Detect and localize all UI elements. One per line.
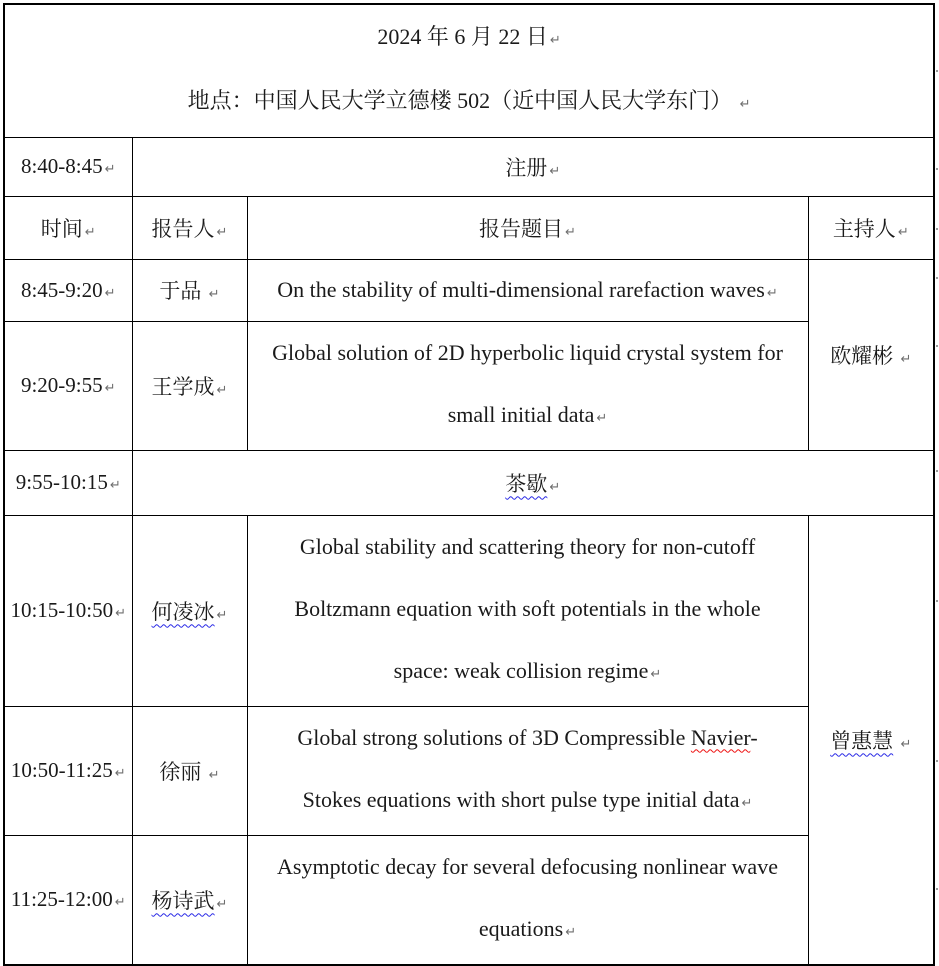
paragraph-mark-icon: ↵ bbox=[650, 666, 662, 682]
paragraph-mark-icon: ↵ bbox=[104, 285, 116, 301]
paragraph-mark-icon: ↵ bbox=[114, 766, 126, 781]
row-end-mark bbox=[936, 70, 938, 72]
paragraph-mark-icon: ↵ bbox=[565, 224, 576, 240]
event-location: 地点：中国人民大学立德楼 502（近中国人民大学东门） bbox=[187, 87, 733, 113]
title-cell bbox=[247, 835, 808, 965]
time-cell bbox=[4, 321, 132, 450]
row-end-mark bbox=[936, 228, 938, 230]
paragraph-mark-icon: ↵ bbox=[549, 479, 561, 495]
time-cell bbox=[4, 706, 132, 835]
speaker-name: 杨诗武 bbox=[151, 888, 215, 913]
talk-title: equations bbox=[478, 915, 564, 941]
talk-title: Stokes equations with short pulse type initial data bbox=[302, 786, 740, 812]
talk-title: Global strong solutions of 3D Compressible bbox=[297, 724, 691, 750]
paragraph-mark-icon: ↵ bbox=[739, 96, 751, 112]
speaker-cell bbox=[132, 835, 247, 965]
host-cell bbox=[808, 515, 934, 965]
talk-title: Asymptotic decay for several defocusing nonlinear wave bbox=[277, 853, 778, 879]
paragraph-mark-icon: ↵ bbox=[216, 224, 228, 240]
talk-title-line bbox=[248, 578, 808, 640]
speaker-name: 于品 bbox=[159, 279, 202, 303]
tea-break-time: 9:55-10:15 bbox=[15, 470, 108, 494]
paragraph-mark-icon: ↵ bbox=[104, 381, 116, 396]
column-header-title-label: 报告题目 bbox=[479, 216, 564, 241]
talk-title: Boltzmann equation with soft potentials in the whole bbox=[294, 595, 761, 621]
talk-title: Global solution of 2D hyperbolic liquid crystal system for bbox=[272, 339, 783, 365]
row-end-mark bbox=[936, 888, 938, 890]
column-header-time-label: 时间 bbox=[40, 216, 83, 241]
talk-title: small initial data bbox=[447, 401, 595, 427]
talk-title: space: weak collision regime bbox=[393, 657, 649, 683]
talk-title-line bbox=[248, 836, 808, 898]
host-cell bbox=[808, 259, 934, 450]
paragraph-mark-icon: ↵ bbox=[216, 607, 228, 623]
column-header-host bbox=[808, 196, 934, 259]
registration-time: 8:40-8:45 bbox=[20, 154, 103, 178]
title-cell bbox=[247, 321, 808, 450]
row-end-mark bbox=[936, 760, 938, 762]
session-time: 10:50-11:25 bbox=[10, 758, 113, 782]
row-end-mark bbox=[936, 600, 938, 602]
talk-title-line bbox=[248, 640, 808, 706]
talk-title-line bbox=[248, 384, 808, 450]
registration-label-cell bbox=[132, 137, 934, 196]
paragraph-mark-icon: ↵ bbox=[900, 736, 912, 752]
paragraph-mark-icon: ↵ bbox=[766, 286, 778, 301]
column-header-time bbox=[4, 196, 132, 259]
table-title-cell bbox=[4, 4, 934, 137]
paragraph-mark-icon: ↵ bbox=[596, 410, 608, 426]
session-time: 8:45-9:20 bbox=[20, 277, 103, 302]
session-time: 9:20-9:55 bbox=[20, 373, 103, 397]
title-cell bbox=[247, 515, 808, 706]
talk-title: - bbox=[750, 724, 758, 750]
paragraph-mark-icon: ↵ bbox=[549, 32, 561, 48]
speaker-name: 徐丽 bbox=[159, 759, 202, 784]
talk-title-line bbox=[248, 516, 808, 578]
paragraph-mark-icon: ↵ bbox=[216, 896, 228, 912]
session-time: 10:15-10:50 bbox=[10, 598, 114, 622]
speaker-cell bbox=[132, 259, 247, 321]
time-cell bbox=[4, 515, 132, 706]
tea-break-time-cell bbox=[4, 450, 132, 515]
paragraph-mark-icon: ↵ bbox=[565, 924, 577, 940]
talk-title-line bbox=[248, 322, 808, 384]
row-end-mark bbox=[936, 277, 938, 279]
row-end-mark bbox=[936, 168, 938, 170]
talk-title: Global stability and scattering theory for non-cutoff bbox=[299, 533, 756, 559]
registration-time-cell bbox=[4, 137, 132, 196]
speaker-cell bbox=[132, 515, 247, 706]
paragraph-mark-icon: ↵ bbox=[741, 795, 753, 811]
paragraph-mark-icon: ↵ bbox=[897, 224, 909, 240]
title-cell bbox=[247, 706, 808, 835]
schedule-table bbox=[3, 3, 935, 966]
tea-break-label: 茶歇 bbox=[505, 471, 548, 496]
talk-title-line bbox=[248, 898, 808, 964]
column-header-title bbox=[247, 196, 808, 259]
speaker-name: 何凌冰 bbox=[151, 599, 215, 624]
row-end-mark bbox=[936, 345, 938, 347]
time-cell bbox=[4, 835, 132, 965]
paragraph-mark-icon: ↵ bbox=[216, 382, 228, 398]
speaker-cell bbox=[132, 706, 247, 835]
paragraph-mark-icon: ↵ bbox=[114, 895, 126, 910]
talk-title-line bbox=[248, 769, 808, 835]
host-name: 欧耀彬 bbox=[830, 343, 894, 368]
paragraph-mark-icon: ↵ bbox=[104, 162, 116, 177]
paragraph-mark-icon: ↵ bbox=[115, 606, 127, 621]
speaker-name: 王学成 bbox=[151, 374, 215, 399]
host-name: 曾惠慧 bbox=[830, 728, 894, 753]
talk-title: On the stability of multi-dimensional rarefaction waves bbox=[277, 277, 765, 302]
event-date-line bbox=[5, 7, 933, 71]
session-time: 11:25-12:00 bbox=[10, 887, 113, 911]
time-cell bbox=[4, 259, 132, 321]
row-end-mark bbox=[936, 470, 938, 472]
paragraph-mark-icon: ↵ bbox=[549, 163, 561, 179]
paragraph-mark-icon: ↵ bbox=[900, 351, 912, 367]
registration-label: 注册 bbox=[505, 155, 548, 180]
tea-break-label-cell bbox=[132, 450, 934, 515]
title-cell bbox=[247, 259, 808, 321]
paragraph-mark-icon: ↵ bbox=[208, 767, 220, 783]
paragraph-mark-icon: ↵ bbox=[84, 224, 96, 240]
talk-title-misspelled-word: Navier bbox=[690, 724, 751, 750]
column-header-speaker bbox=[132, 196, 247, 259]
column-header-speaker-label: 报告人 bbox=[151, 216, 215, 241]
speaker-cell bbox=[132, 321, 247, 450]
event-date: 2024 年 6 月 22 日 bbox=[377, 23, 548, 49]
paragraph-mark-icon: ↵ bbox=[109, 478, 121, 493]
column-header-host-label: 主持人 bbox=[832, 216, 896, 241]
talk-title-line bbox=[248, 707, 808, 769]
paragraph-mark-icon: ↵ bbox=[208, 287, 220, 302]
event-location-line bbox=[5, 71, 933, 135]
